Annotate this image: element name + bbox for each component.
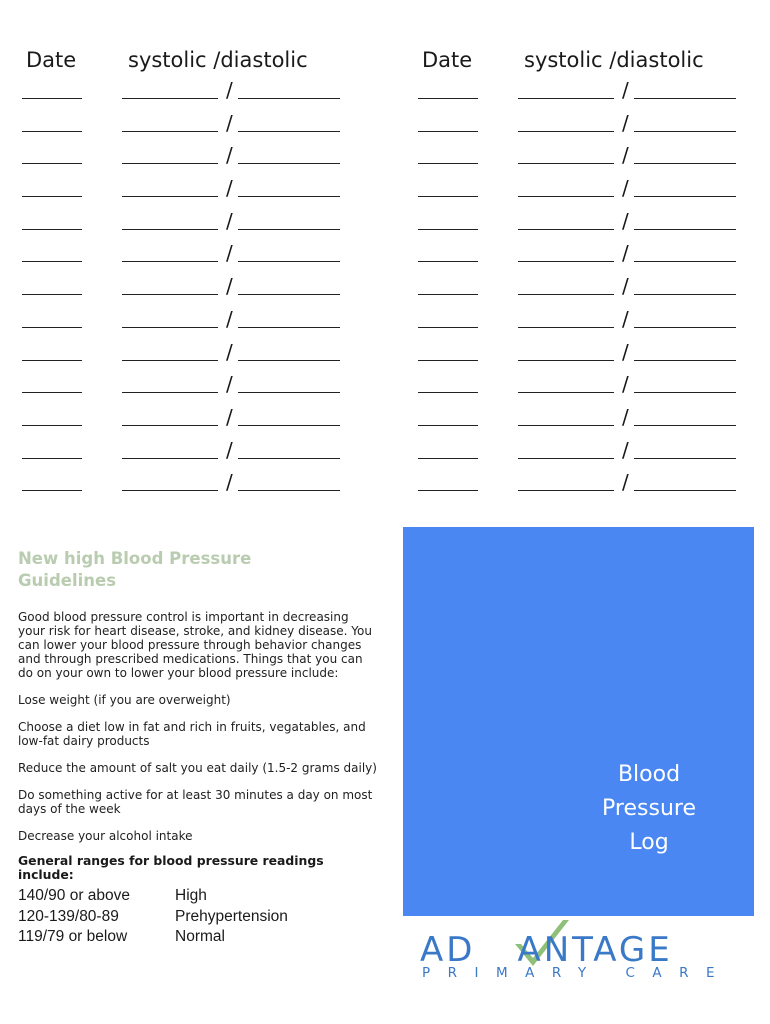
diastolic-blank[interactable]	[634, 327, 736, 328]
logo-tagline: PRIMARY CARE	[422, 965, 733, 981]
date-blank[interactable]	[22, 98, 82, 99]
log-column-left	[22, 48, 362, 501]
log-column-right	[418, 48, 758, 501]
diastolic-blank[interactable]	[238, 458, 340, 459]
reading-separator: /	[226, 274, 233, 299]
reading-separator: /	[226, 241, 233, 266]
diastolic-blank[interactable]	[238, 261, 340, 262]
date-blank[interactable]	[418, 392, 478, 393]
systolic-blank[interactable]	[518, 425, 614, 426]
date-blank[interactable]	[22, 490, 82, 491]
range-value: 140/90 or above	[18, 887, 131, 904]
date-blank[interactable]	[22, 261, 82, 262]
date-header: Date	[422, 48, 473, 72]
diastolic-blank[interactable]	[238, 327, 340, 328]
ranges-table	[18, 886, 378, 948]
log-entry-row	[22, 272, 362, 305]
reading-separator: /	[622, 306, 629, 331]
log-entry-row	[418, 141, 758, 174]
diastolic-blank[interactable]	[634, 458, 736, 459]
logo-wordmark	[420, 932, 673, 968]
systolic-blank[interactable]	[122, 458, 218, 459]
log-entry-row	[22, 141, 362, 174]
diastolic-blank[interactable]	[634, 294, 736, 295]
reading-separator: /	[622, 143, 629, 168]
range-row	[18, 886, 378, 907]
cover-title-line: Pressure	[602, 796, 696, 821]
log-entry-row	[418, 239, 758, 272]
tip-item: Decrease your alcohol intake	[18, 829, 193, 843]
reading-separator: /	[226, 372, 233, 397]
date-blank[interactable]	[418, 327, 478, 328]
log-entry-row	[22, 109, 362, 142]
cover-title-line: Log	[629, 830, 669, 855]
ranges-heading: General ranges for blood pressure readings include:	[18, 853, 324, 882]
systolic-blank[interactable]	[122, 490, 218, 491]
tip-item: Lose weight (if you are overweight)	[18, 693, 231, 707]
reading-separator: /	[622, 339, 629, 364]
systolic-blank[interactable]	[122, 229, 218, 230]
date-blank[interactable]	[418, 196, 478, 197]
range-value: 120-139/80-89	[18, 907, 119, 925]
systolic-blank[interactable]	[122, 163, 218, 164]
diastolic-blank[interactable]	[634, 196, 736, 197]
systolic-blank[interactable]	[122, 131, 218, 132]
date-blank[interactable]	[418, 261, 478, 262]
log-entry-row	[22, 305, 362, 338]
systolic-blank[interactable]	[518, 229, 614, 230]
log-entry-row	[22, 174, 362, 207]
log-entry-row	[418, 468, 758, 501]
reading-separator: /	[622, 241, 629, 266]
log-header	[22, 48, 362, 76]
systolic-blank[interactable]	[518, 196, 614, 197]
date-blank[interactable]	[418, 425, 478, 426]
reading-separator: /	[622, 176, 629, 201]
systolic-blank[interactable]	[518, 131, 614, 132]
reading-separator: /	[226, 339, 233, 364]
logo-text-start: AD	[420, 930, 476, 970]
systolic-blank[interactable]	[518, 98, 614, 99]
reading-separator: /	[622, 404, 629, 429]
log-entry-row	[418, 370, 758, 403]
log-entry-row	[22, 207, 362, 240]
date-blank[interactable]	[22, 425, 82, 426]
reading-separator: /	[226, 110, 233, 135]
systolic-blank[interactable]	[518, 261, 614, 262]
date-blank[interactable]	[22, 360, 82, 361]
log-entry-row	[22, 76, 362, 109]
cover-title-line: Blood	[617, 762, 681, 787]
reading-header: systolic /diastolic	[524, 48, 704, 72]
date-blank[interactable]	[22, 163, 82, 164]
diastolic-blank[interactable]	[634, 229, 736, 230]
tip-item: Choose a diet low in fat and rich in fruits, vegatables, and low-fat dairy products	[18, 720, 366, 748]
systolic-blank[interactable]	[518, 392, 614, 393]
date-blank[interactable]	[22, 229, 82, 230]
date-blank[interactable]	[22, 196, 82, 197]
tip-item: Reduce the amount of salt you eat daily (1.5-2 grams daily)	[18, 761, 377, 775]
reading-separator: /	[226, 78, 233, 102]
log-entry-row	[418, 338, 758, 371]
log-entry-row	[418, 272, 758, 305]
reading-header: systolic /diastolic	[128, 48, 308, 72]
reading-separator: /	[622, 470, 629, 495]
logo-text-end: ANTAGE	[517, 930, 673, 970]
log-entry-row	[418, 76, 758, 109]
systolic-blank[interactable]	[122, 261, 218, 262]
systolic-blank[interactable]	[122, 327, 218, 328]
systolic-blank[interactable]	[518, 490, 614, 491]
systolic-blank[interactable]	[122, 98, 218, 99]
systolic-blank[interactable]	[518, 458, 614, 459]
reading-separator: /	[622, 437, 629, 462]
cover-title	[602, 758, 696, 860]
reading-separator: /	[226, 306, 233, 331]
systolic-blank[interactable]	[518, 294, 614, 295]
diastolic-blank[interactable]	[238, 490, 340, 491]
log-rows	[418, 76, 758, 501]
range-label: High	[175, 887, 207, 904]
diastolic-blank[interactable]	[634, 261, 736, 262]
diastolic-blank[interactable]	[634, 425, 736, 426]
range-label: Normal	[175, 928, 225, 945]
systolic-blank[interactable]	[518, 163, 614, 164]
diastolic-blank[interactable]	[238, 131, 340, 132]
log-header	[418, 48, 758, 76]
systolic-blank[interactable]	[122, 425, 218, 426]
systolic-blank[interactable]	[518, 360, 614, 361]
diastolic-blank[interactable]	[634, 360, 736, 361]
diastolic-blank[interactable]	[238, 294, 340, 295]
systolic-blank[interactable]	[122, 294, 218, 295]
systolic-blank[interactable]	[122, 360, 218, 361]
date-blank[interactable]	[418, 98, 478, 99]
systolic-blank[interactable]	[122, 392, 218, 393]
diastolic-blank[interactable]	[634, 490, 736, 491]
date-header: Date	[26, 48, 77, 72]
reading-separator: /	[622, 78, 629, 102]
log-entry-row	[418, 174, 758, 207]
reading-separator: /	[226, 404, 233, 429]
log-entry-row	[22, 370, 362, 403]
diastolic-blank[interactable]	[238, 425, 340, 426]
log-entry-row	[22, 338, 362, 371]
date-blank[interactable]	[418, 458, 478, 459]
guidelines-intro: Good blood pressure control is important in decreasing your risk for heart disease, stroke, and kidney disease. You can lower your blood pressure through behavior changes and through prescribed medications. Things that you can do on your own to lower your blood pressure include:	[18, 610, 372, 680]
reading-separator: /	[622, 208, 629, 233]
date-blank[interactable]	[418, 360, 478, 361]
reading-separator: /	[226, 143, 233, 168]
range-row	[18, 927, 378, 948]
diastolic-blank[interactable]	[238, 360, 340, 361]
diastolic-blank[interactable]	[238, 163, 340, 164]
date-blank[interactable]	[22, 458, 82, 459]
reading-separator: /	[226, 437, 233, 462]
log-entry-row	[22, 239, 362, 272]
date-blank[interactable]	[22, 327, 82, 328]
tips-list	[18, 693, 378, 843]
systolic-blank[interactable]	[518, 327, 614, 328]
date-blank[interactable]	[418, 131, 478, 132]
diastolic-blank[interactable]	[634, 392, 736, 393]
systolic-blank[interactable]	[122, 196, 218, 197]
log-entry-row	[22, 403, 362, 436]
guidelines-section	[18, 548, 378, 948]
date-blank[interactable]	[418, 490, 478, 491]
reading-separator: /	[226, 176, 233, 201]
date-blank[interactable]	[22, 131, 82, 132]
log-entry-row	[22, 468, 362, 501]
reading-separator: /	[622, 110, 629, 135]
cover-panel	[403, 527, 754, 916]
guidelines-title: New high Blood Pressure Guidelines	[18, 549, 252, 590]
diastolic-blank[interactable]	[238, 392, 340, 393]
date-blank[interactable]	[418, 294, 478, 295]
log-entry-row	[418, 403, 758, 436]
diastolic-blank[interactable]	[238, 229, 340, 230]
reading-separator: /	[226, 208, 233, 233]
diastolic-blank[interactable]	[634, 98, 736, 99]
date-blank[interactable]	[22, 294, 82, 295]
diastolic-blank[interactable]	[238, 98, 340, 99]
diastolic-blank[interactable]	[634, 163, 736, 164]
log-entry-row	[418, 207, 758, 240]
log-entry-row	[418, 436, 758, 469]
log-rows	[22, 76, 362, 501]
log-entry-row	[22, 436, 362, 469]
range-label: Prehypertension	[175, 907, 288, 925]
log-entry-row	[418, 109, 758, 142]
date-blank[interactable]	[418, 229, 478, 230]
reading-separator: /	[226, 470, 233, 495]
range-row	[18, 907, 378, 928]
tip-item: Do something active for at least 30 minutes a day on most days of the week	[18, 788, 373, 816]
advantage-logo	[420, 918, 733, 988]
reading-separator: /	[622, 274, 629, 299]
log-entry-row	[418, 305, 758, 338]
diastolic-blank[interactable]	[634, 131, 736, 132]
reading-separator: /	[622, 372, 629, 397]
date-blank[interactable]	[418, 163, 478, 164]
diastolic-blank[interactable]	[238, 196, 340, 197]
date-blank[interactable]	[22, 392, 82, 393]
range-value: 119/79 or below	[18, 928, 128, 945]
